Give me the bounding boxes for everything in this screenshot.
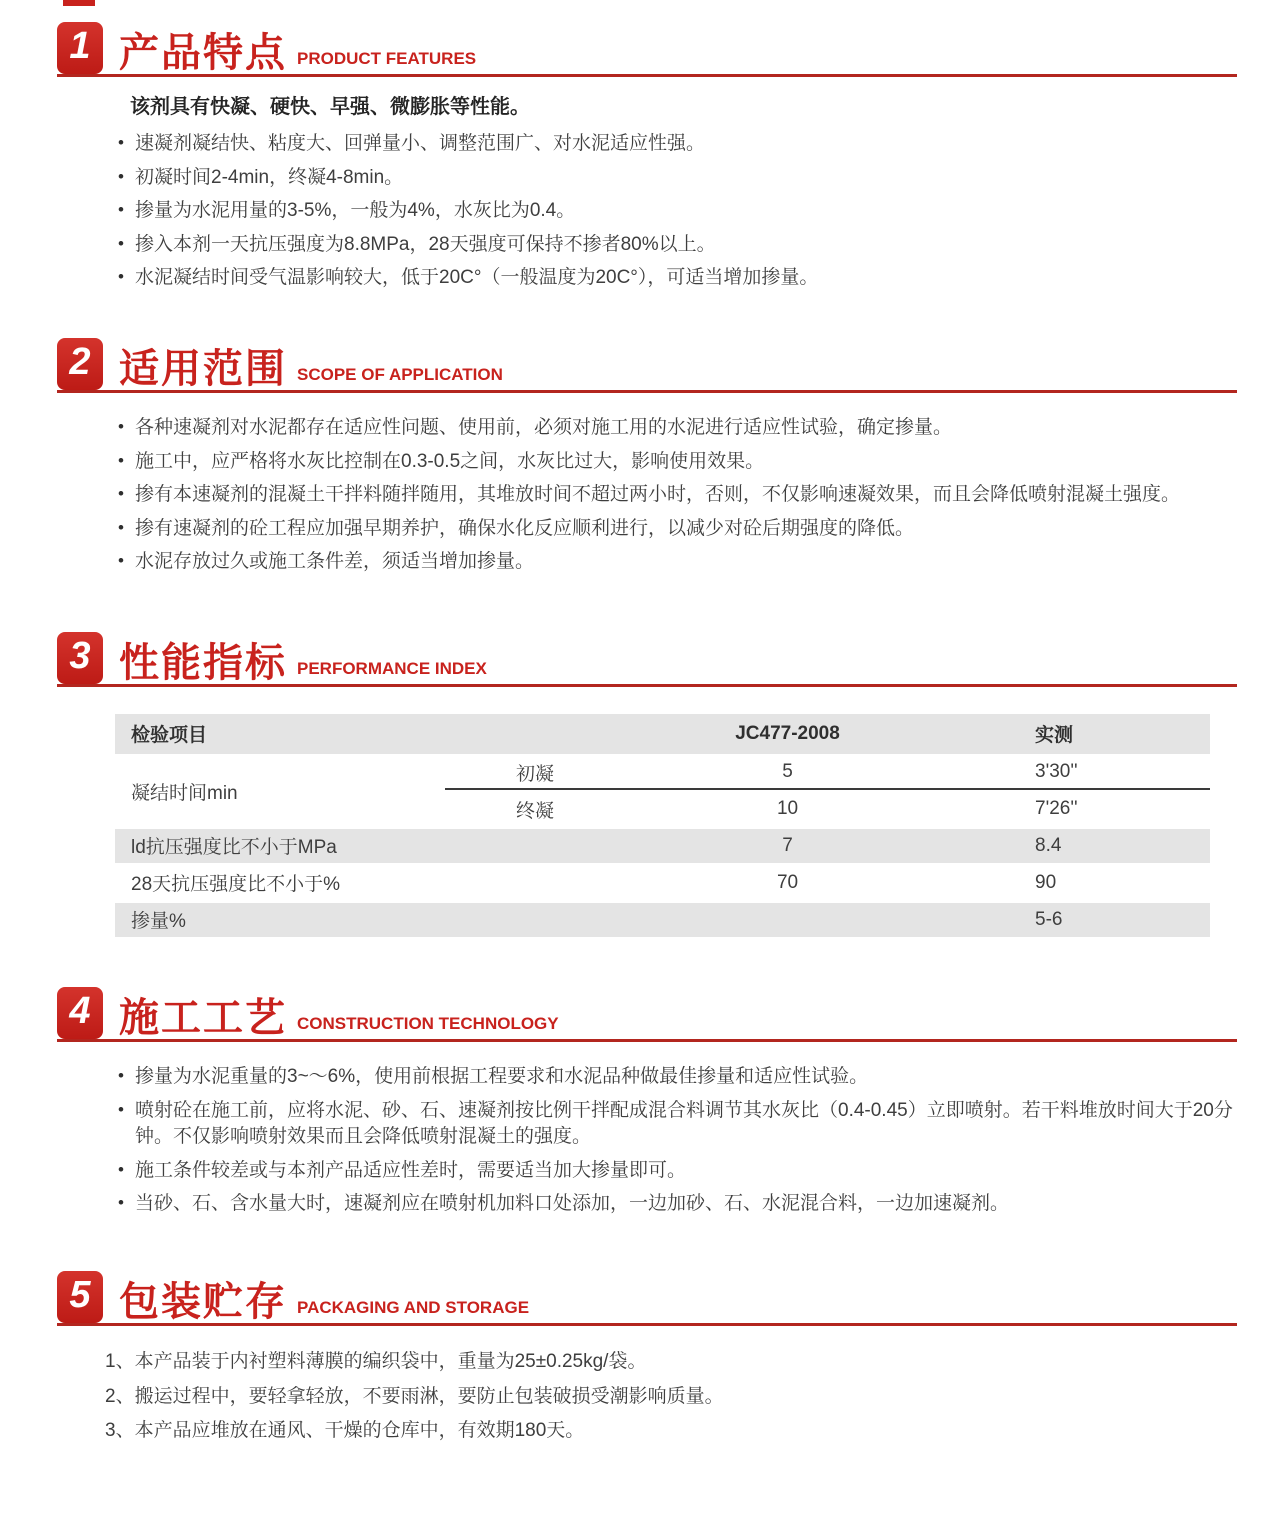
section-2-header [57, 338, 1237, 393]
section-2-number-badge [57, 338, 103, 390]
section-5-header [57, 1271, 1237, 1326]
table-row-28d-strength [115, 866, 1210, 900]
col-header-measured: 实测 [950, 714, 1210, 754]
section-5-item-list [105, 1350, 1237, 1444]
section-1-header [57, 22, 1237, 77]
bullet-item: • 掺入本剂一天抗压强度为8.8MPa，28天强度可保持不掺者80%以上。 [118, 232, 1237, 259]
bullet-item: • 初凝时间2-4min，终凝4-8min。 [118, 165, 1237, 192]
bullet-item: • 掺有本速凝剂的混凝土干拌料随拌随用，其堆放时间不超过两小时，否则，不仅影响速凝效果，而且会降低喷射混凝土强度。 [118, 482, 1237, 509]
cell-measured: 5-6 [950, 903, 1210, 937]
section-1-intro: 该剂具有快凝、硬快、早强、微膨胀等性能。 [130, 96, 530, 118]
section-3-number-badge [57, 632, 103, 684]
section-4-header [57, 987, 1237, 1042]
cell-item: ld抗压强度比不小于MPa [115, 829, 625, 863]
table-row-1d-strength [115, 829, 1210, 863]
section-1-number-badge [57, 22, 103, 74]
section-1-number: 1 [69, 25, 91, 67]
bullet-item: • 施工条件较差或与本剂产品适应性差时，需要适当加大掺量即可。 [118, 1158, 1237, 1185]
cell-standard: 70 [776, 871, 799, 893]
bullet-item: • 喷射砼在施工前，应将水泥、砂、石、速凝剂按比例干拌配成混合料调节其水灰比（0.4-0.45）立即喷射。若干料堆放时间大于20分钟。不仅影响喷射效果而且会降低喷射混凝土的强度。 [118, 1098, 1237, 1151]
table-header-row [115, 714, 1210, 754]
section-4-bullet-list [57, 1064, 1237, 1218]
top-crop-mark [63, 0, 95, 6]
section-4-title: 施工工艺 [119, 995, 287, 1040]
col-header-item: 检验项目 [115, 714, 625, 754]
cell-final-measured: 7'26'' [1035, 798, 1078, 820]
bullet-item: • 掺有速凝剂的砼工程应加强早期养护，确保水化反应顺利进行，以减少对砼后期强度的降低。 [118, 516, 1237, 543]
section-performance-index [57, 632, 1237, 940]
numbered-item: 2、搬运过程中，要轻拿轻放，不要雨淋，要防止包装破损受潮影响质量。 [105, 1385, 724, 1407]
cell-setting-time-label: 凝结时间min [131, 782, 238, 804]
bullet-item: • 速凝剂凝结快、粘度大、回弹量小、调整范围广、对水泥适应性强。 [118, 131, 1237, 158]
section-3-header [57, 632, 1237, 687]
section-4-number: 4 [69, 989, 91, 1032]
section-5-subtitle: PACKAGING AND STORAGE [297, 1297, 530, 1317]
section-1-title: 产品特点 [119, 31, 287, 75]
section-construction-technology [57, 987, 1237, 1218]
section-product-features [57, 22, 1237, 292]
bullet-item: • 各种速凝剂对水泥都存在适应性问题、使用前，必须对施工用的水泥进行适应性试验，确定掺量。 [118, 415, 1237, 442]
numbered-item: 1、本产品装于内衬塑料薄膜的编织袋中，重量为25±0.25kg/袋。 [105, 1350, 647, 1372]
section-2-bullet-list [57, 415, 1237, 576]
section-5-title: 包装贮存 [119, 1279, 287, 1324]
section-2-title: 适用范围 [119, 346, 287, 391]
section-packaging-storage [57, 1271, 1237, 1444]
bullet-item: • 掺量为水泥重量的3~～6%，使用前根据工程要求和水泥品种做最佳掺量和适应性试验。 [118, 1064, 1237, 1091]
cell-item: 掺量% [115, 903, 625, 937]
section-scope-of-application [57, 338, 1237, 576]
cell-item: 28天抗压强度比不小于% [131, 874, 341, 896]
section-4-number-badge [57, 987, 103, 1039]
cell-standard: 7 [625, 829, 950, 863]
cell-initial-measured: 3'30'' [950, 757, 1210, 790]
section-1-bullet-list [57, 131, 1237, 292]
section-4-subtitle: CONSTRUCTION TECHNOLOGY [297, 1013, 559, 1033]
bullet-item: • 水泥凝结时间受气温影响较大，低于20C°（一般温度为20C°），可适当增加掺量。 [118, 265, 1237, 292]
section-5-number-badge [57, 1271, 103, 1323]
bullet-item: • 水泥存放过久或施工条件差，须适当增加掺量。 [118, 549, 1237, 576]
cell-measured: 8.4 [950, 829, 1210, 863]
section-2-number: 2 [69, 340, 91, 383]
section-3-title: 性能指标 [119, 640, 287, 685]
cell-measured: 90 [1035, 871, 1057, 893]
table-row-initial-setting [115, 757, 1210, 790]
section-1-subtitle: PRODUCT FEATURES [297, 49, 477, 68]
col-header-standard: JC477-2008 [625, 714, 950, 754]
cell-initial-standard: 5 [625, 757, 950, 790]
performance-table [115, 711, 1210, 940]
cell-final-standard: 10 [776, 798, 799, 820]
numbered-item: 3、本产品应堆放在通风、干燥的仓库中，有效期180天。 [105, 1420, 585, 1442]
section-5-number: 5 [69, 1273, 91, 1316]
cell-standard [625, 903, 950, 937]
table-row-dosage [115, 903, 1210, 937]
bullet-item: • 掺量为水泥用量的3-5%，一般为4%，水灰比为0.4。 [118, 198, 1237, 225]
section-3-number: 3 [69, 634, 91, 677]
section-3-subtitle: PERFORMANCE INDEX [297, 658, 487, 678]
cell-final-label: 终凝 [516, 800, 555, 822]
cell-initial-label: 初凝 [445, 757, 625, 790]
bullet-item: • 当砂、石、含水量大时，速凝剂应在喷射机加料口处添加，一边加砂、石、水泥混合料，一边加速凝剂。 [118, 1191, 1237, 1218]
bullet-item: • 施工中，应严格将水灰比控制在0.3-0.5之间，水灰比过大，影响使用效果。 [118, 449, 1237, 476]
section-2-subtitle: SCOPE OF APPLICATION [297, 364, 503, 384]
